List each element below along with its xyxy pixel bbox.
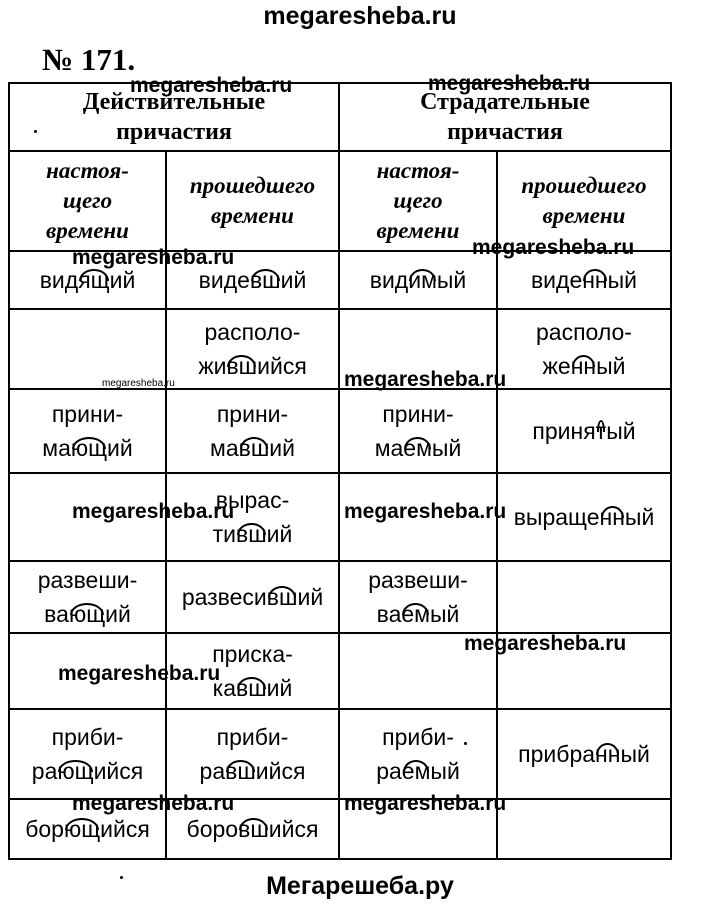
word-suffix: нн [595,737,620,771]
cell-active-past [166,309,339,389]
word-stem: выраще [513,504,600,530]
cell-passive-past [497,389,671,473]
header-past-line-1: прошедшего [521,173,647,198]
watermark: megaresheba.ru [344,792,507,815]
word-stem: боро [186,816,239,842]
word-line [169,720,336,754]
word-line [342,754,494,788]
word-ending: ийся [268,816,319,842]
word-ending: ый [624,504,655,530]
word-stem: виде [530,267,583,293]
table-row [9,709,671,799]
header-present-line-2: щего [393,188,443,213]
header-past-line-2: времени [542,203,626,228]
speck [34,130,37,133]
word-stem: располо- [536,319,632,345]
word-suffix: ем [401,597,430,631]
word-stem: ра [199,758,226,784]
word-stem: ва [376,601,402,627]
word-line [12,754,163,788]
watermark: megaresheba.ru [464,632,627,655]
word-line [500,500,668,534]
word-ending: ый [431,435,462,461]
header-present-line-1: настоя- [46,158,129,183]
speck [464,742,467,745]
word-stem: располо- [204,319,301,345]
word-stem: вырас- [215,487,290,513]
word-stem: ва [44,601,69,627]
header-active-line-1: Действительные [82,89,266,115]
watermark: megaresheba.ru [472,236,635,259]
word-ending: ий [280,267,307,293]
word-line [169,397,336,431]
word-suffix: вш [239,431,270,465]
word-suffix: вш [236,517,267,551]
word-line [500,263,668,297]
cell-active-present [9,389,166,473]
word-line [500,414,668,448]
watermark: megaresheba.ru [344,500,507,523]
header-past-line-1: прошедшего [189,173,316,198]
word-suffix: ем [403,431,432,465]
table-row [9,389,671,473]
word-suffix: им [408,263,437,297]
cell-active-present [9,709,166,799]
header-active-line-2: причастия [116,119,232,145]
word-line [169,349,336,383]
site-header-watermark: megaresheba.ru [263,2,457,30]
word-stem: ма [42,435,71,461]
word-stem: вид [369,267,409,293]
cell-passive-present [339,389,497,473]
word-line [500,315,668,349]
word-ending: ый [596,353,626,379]
word-ending: ый [429,601,460,627]
header-past-line-2: времени [211,203,294,228]
cell-passive-past [497,473,671,561]
cell-active-past [166,389,339,473]
cell-active-past [166,561,339,633]
word-suffix: ющ [71,431,107,465]
header-passive-line-1: Страдательные [420,89,590,115]
watermark: megaresheba.ru [344,368,507,391]
word-line [12,431,163,465]
word-line [12,720,163,754]
word-line [342,431,494,465]
word-ending: ий [266,521,293,547]
word-stem: прини- [216,401,289,427]
site-footer-watermark: Мегарешеба.ру [266,872,454,900]
watermark: megaresheba.ru [58,662,221,685]
word-stem: ра [376,758,402,784]
word-stem: приби- [51,724,124,750]
cell-passive-past [497,309,671,389]
word-stem: прини- [382,401,454,427]
word-stem: развеси [181,584,267,610]
word-stem: развеши- [368,567,468,593]
word-suffix: нн [571,349,596,383]
word-suffix: нн [600,500,625,534]
word-line [342,397,494,431]
word-suffix: ем [402,754,431,788]
table-body [9,251,671,859]
word-suffix: нн [582,263,607,297]
word-stem: вид [39,267,79,293]
word-suffix: ющ [57,754,93,788]
watermark-small: megaresheba.ru [102,378,175,389]
cell-passive-present [339,709,497,799]
watermark: megaresheba.ru [72,246,235,269]
word-stem: приска- [212,641,293,667]
word-suffix: вш [225,754,256,788]
word-line [12,597,163,631]
task-number: № 171. [42,42,136,77]
cell-passive-present [339,561,497,633]
word-line [169,812,336,846]
header-active-past [166,151,339,251]
word-stem: ка [212,675,236,701]
word-ending: ийся [100,816,150,842]
cell-passive-past [497,709,671,799]
word-stem: приби- [216,724,289,750]
header-active-present [9,151,166,251]
header-present-line-3: времени [376,218,460,243]
word-stem: развеши- [37,567,138,593]
header-present-line-1: настоя- [376,158,460,183]
word-line [169,315,336,349]
table-row [9,561,671,633]
word-ending: ий [269,435,295,461]
word-line [342,597,494,631]
header-passive-line-2: причастия [447,119,563,145]
word-suffix: т [596,414,607,448]
word-ending: ий [105,601,131,627]
table-row [9,309,671,389]
word-stem: приня [532,418,596,444]
word-suffix: вш [226,349,257,383]
word-line [12,397,163,431]
word-ending: ий [109,267,136,293]
word-suffix: вш [267,580,298,614]
word-ending: ый [430,758,460,784]
word-line [342,263,494,297]
cell-active-present [9,309,166,389]
word-ending: ый [607,267,638,293]
word-ending: ийся [257,353,307,379]
word-stem: прини- [51,401,124,427]
word-suffix: ящ [78,263,109,297]
participles-table [8,82,672,860]
word-stem: ра [31,758,58,784]
word-stem: приби- [382,724,454,750]
word-stem: ти [212,521,236,547]
cell-active-present [9,561,166,633]
word-line [500,349,668,383]
word-line [169,580,336,614]
word-stem: ма [374,435,404,461]
cell-active-past [166,709,339,799]
word-ending: ий [107,435,133,461]
word-stem: прибра [518,741,596,767]
word-line [500,737,668,771]
word-ending: ийся [93,758,144,784]
word-suffix: вш [236,671,267,705]
word-ending: ийся [255,758,306,784]
word-stem: виде [198,267,250,293]
word-suffix: вш [250,263,281,297]
word-line [12,563,163,597]
header-present-line-2: щего [62,188,113,213]
watermark: megaresheba.ru [72,792,235,815]
watermark: megaresheba.ru [72,500,235,523]
word-line [342,720,494,754]
word-suffix: вш [238,812,269,846]
word-ending: ий [297,584,324,610]
word-stem: ма [210,435,239,461]
cell-passive-past [497,561,671,633]
word-stem: жи [198,353,227,379]
watermark: megaresheba.ru [428,72,591,95]
word-stem: же [542,353,571,379]
word-line [169,431,336,465]
word-ending: ый [436,267,467,293]
word-stem: бор [25,816,64,842]
word-suffix: ющ [64,812,100,846]
word-ending: ий [266,675,293,701]
header-present-line-3: времени [46,218,129,243]
word-line [12,812,163,846]
word-ending: ый [606,418,636,444]
word-line [169,754,336,788]
word-suffix: ющ [69,597,105,631]
cell-passive-past [497,799,671,859]
word-line [342,563,494,597]
watermark: megaresheba.ru [130,74,293,97]
word-ending: ый [620,741,650,767]
